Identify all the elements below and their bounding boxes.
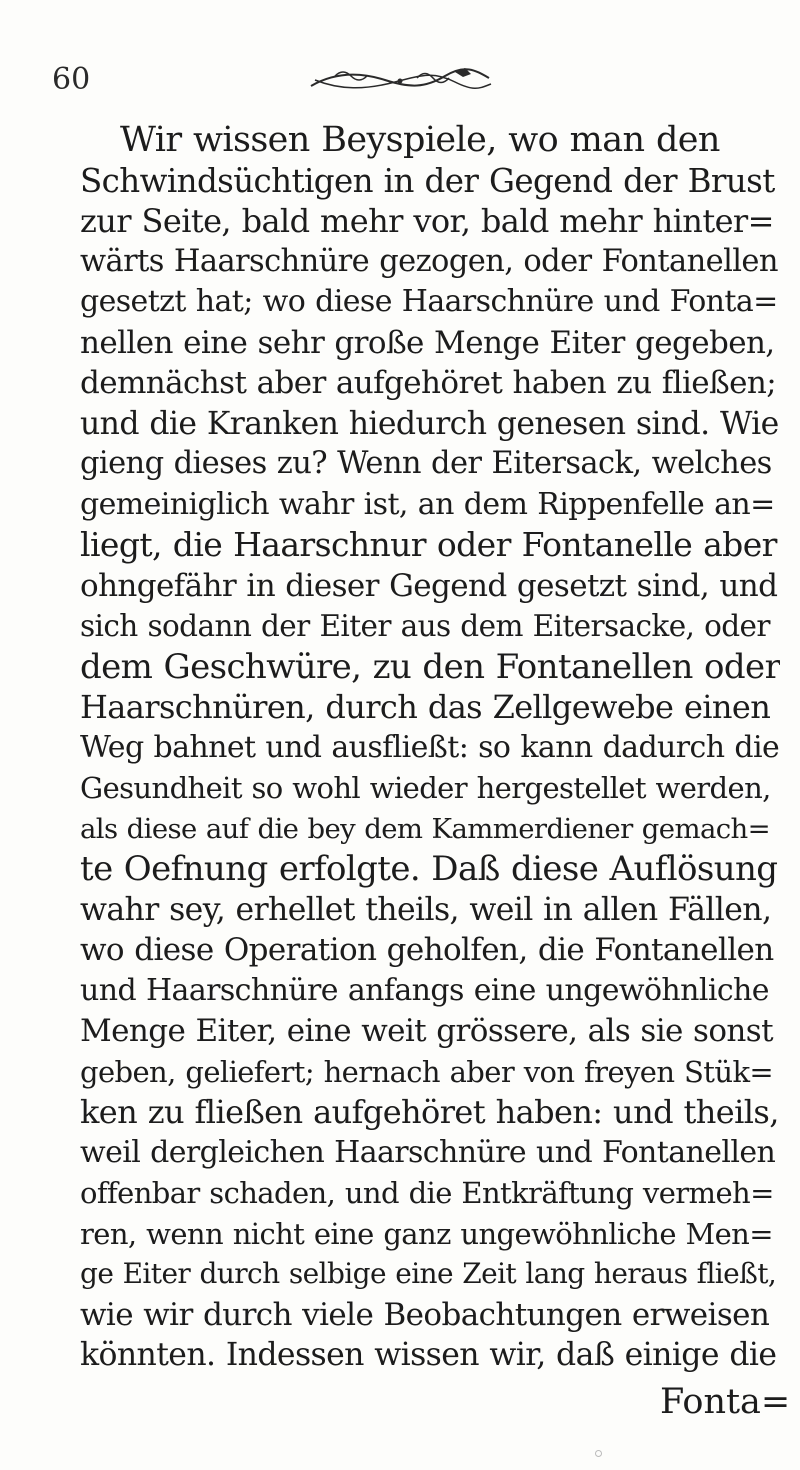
text-line: sich sodann der Eiter aus dem Eitersacke, oder [80, 609, 770, 643]
text-line: gemeiniglich wahr ist, an dem Rippenfelle an= [80, 486, 775, 522]
text-line: Menge Eiter, eine weit grössere, als sie sonst [80, 1013, 773, 1049]
text-line: und Haarschnüre anfangs eine ungewöhnliche [80, 972, 769, 1008]
text-line: Haarschnüren, durch das Zellgewebe einen [80, 688, 771, 726]
text-line: Schwindsüchtigen in der Gegend der Brust [80, 161, 775, 200]
body-text [80, 120, 780, 1376]
text-line: Weg bahnet und ausfließt: so kann dadurch die [80, 729, 780, 765]
text-line: Wir wissen Beyspiele, wo man den [120, 120, 720, 160]
catchword: Fonta= [660, 1382, 791, 1422]
text-line: demnächst aber aufgehöret haben zu fließen; [80, 365, 777, 401]
text-line: gesetzt hat; wo diese Haarschnüre und Fonta= [80, 284, 778, 319]
text-line: nellen eine sehr große Menge Eiter gegeben, [80, 324, 775, 361]
ornamental-flourish-icon [305, 66, 495, 94]
paper-speck [595, 1450, 602, 1457]
text-line: ken zu fließen aufgehöret haben: und theils, [80, 1093, 779, 1131]
text-line: Gesundheit so wohl wieder hergestellet werden, [80, 771, 771, 805]
text-line: te Oefnung erfolgte. Daß diese Auflösung [80, 849, 778, 889]
text-line: weil dergleichen Haarschnüre und Fontanellen [80, 1134, 776, 1170]
text-line: dem Geschwüre, zu den Fontanellen oder [80, 646, 780, 687]
text-line: wie wir durch viele Beobachtungen erweisen [80, 1296, 770, 1333]
text-line: und die Kranken hiedurch genesen sind. Wie [80, 405, 779, 442]
page-number: 60 [52, 62, 91, 97]
text-line: liegt, die Haarschnur oder Fontanelle aber [80, 525, 777, 564]
text-line: könnten. Indessen wissen wir, daß einige die [80, 1337, 777, 1373]
text-line: gieng dieses zu? Wenn der Eitersack, welches [80, 446, 772, 481]
text-line: offenbar schaden, und die Entkräftung vermeh= [80, 1176, 774, 1210]
text-line: ge Eiter durch selbige eine Zeit lang heraus fließt, [80, 1257, 777, 1290]
text-line: zur Seite, bald mehr vor, bald mehr hinter= [80, 202, 774, 240]
text-line: wo diese Operation geholfen, die Fontanellen [80, 932, 774, 968]
text-line: als diese auf die bey dem Kammerdiener gemach= [80, 812, 771, 845]
text-line: ohngefähr in dieser Gegend gesetzt sind, und [80, 567, 778, 604]
text-line: wärts Haarschnüre gezogen, oder Fontanellen [80, 243, 778, 279]
text-line: geben, geliefert; hernach aber von freyen Stük= [80, 1054, 774, 1089]
text-line: wahr sey, erhellet theils, weil in allen Fällen, [80, 891, 772, 928]
text-line: ren, wenn nicht eine ganz ungewöhnliche Men= [80, 1216, 773, 1251]
